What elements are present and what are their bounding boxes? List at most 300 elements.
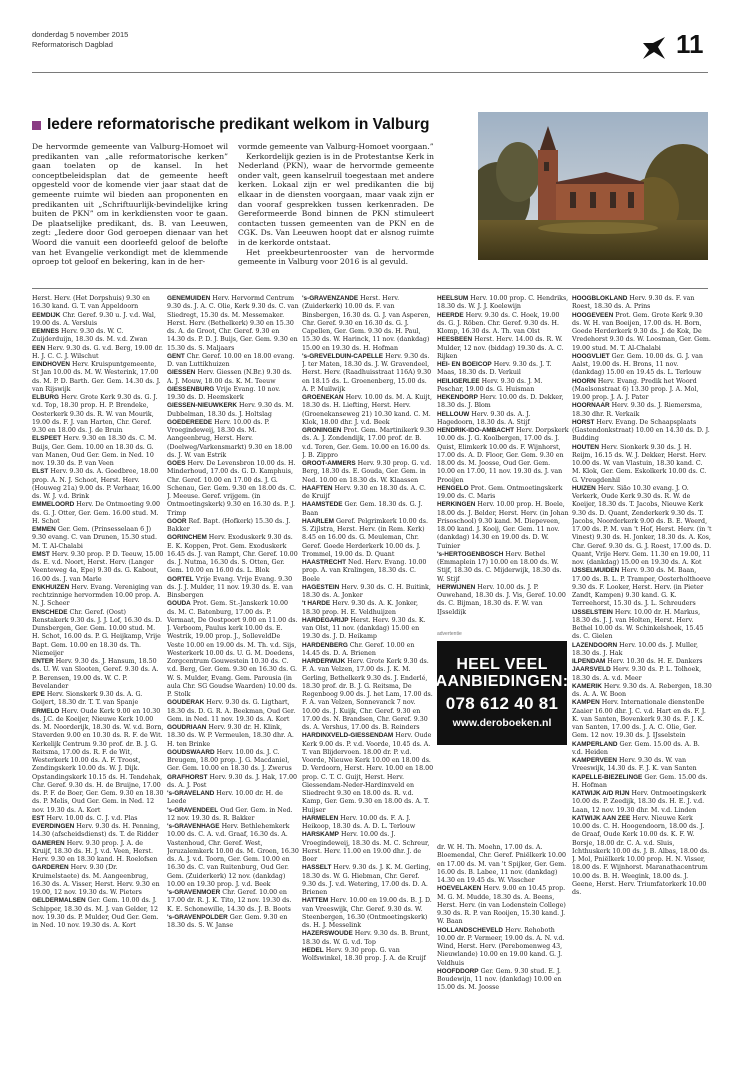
service-place: ENSCHEDE bbox=[32, 608, 68, 616]
service-details: Herv. Ontmoetingskerk 10.00 ds. P. Zeedijk, 18.30 ds. H. E. J. v.d. Laan, 12 nov. 19.30 dhr. M. v.d. Linden bbox=[572, 790, 707, 814]
service-details: Herv. 10.00 ds. D. Dekker, 18.30 ds. J. Blom bbox=[437, 394, 564, 410]
service-details: Herv. 9.30 ds. J. M. Peschar, 19.00 ds. G. Huisman bbox=[437, 377, 543, 393]
service-entry bbox=[437, 312, 569, 337]
service-details: Prot. Gem. Martinikerk 9.30 ds. A. J. Zondendijk, 17.00 prof. dr. B. v.d. Toren, Ger. Gem. 10.00 en 16.00 ds. J. B. Zippro bbox=[302, 427, 434, 459]
service-entry bbox=[32, 897, 164, 930]
service-place: GOUDERAK bbox=[167, 699, 205, 707]
service-details: Herv. 9.30 ds. B. Brunt, 18.30 ds. W. G. v.d. Top bbox=[302, 930, 431, 946]
service-entry bbox=[572, 642, 712, 659]
service-details: Herv. 9.30 ds. C. Hoek, 19.00 ds. G. J. Röben. Chr. Geref. 9.30 ds. H. Klomp, 16.30 ds. A. Th. van Olst bbox=[437, 311, 560, 335]
service-place: HAARLEM bbox=[302, 517, 334, 525]
service-details: Herv. Internationale dienstenDe Zaaier 16.00 dhr. J. C. v.d. Hart en ds. F. J. K. van Santen, Bovenkerk 9.30 ds. F. J. K. van Santen, 17.00 ds. J. A. C. Olie, Ger. Gem. 12 nov. 19.30 ds. J. IJsselstein bbox=[572, 699, 706, 740]
service-entry bbox=[302, 460, 434, 485]
service-details: Herv. 9.30 ds. J. T. Maas, 18.30 ds. D. Verkuil bbox=[437, 361, 552, 377]
service-details: Herv. 9.30 ds. J. Riemersma, 18.30 dhr. R. Verkaik bbox=[572, 402, 703, 418]
service-place: 't HARDE bbox=[302, 600, 331, 608]
service-place: GORTEL bbox=[167, 575, 194, 583]
service-entry bbox=[437, 844, 569, 885]
service-place: KATWIJK AAN ZEE bbox=[572, 814, 631, 822]
headline-block bbox=[32, 114, 429, 136]
service-place: GOEDEREEDE bbox=[167, 418, 213, 426]
service-details: Herv. Hervormd Centrum 9.30 ds. J. A. C. Olie, Kerk 9.30 ds. C. van Sliedregt, 15.30 ds. M. Messemaker. Herst. Herv. (Bethelkerk) 9.30 en 15.30 ds. A. de Groot, Chr. Geref. 9.30 en 14.30 ds. P. D. J. Buijs, Ger. Gem. 9.30 en 15.30 ds. S. Maljaars bbox=[167, 295, 299, 352]
service-entry bbox=[437, 927, 569, 968]
service-details: Herv. 10.00 ds. F. A. J. Heikoop, 18.30 ds. A. D. L. Terlouw bbox=[302, 814, 416, 830]
service-details: Herv. 9.30 ds. J. ter Maten, 18.30 ds. J. W. Gravendeel, Herst. Herv. (Raadhuisstraat 116A) 9.30 en 18.15 ds. L. Groenenberg, 15.00 ds. A. P. Muilwijk bbox=[302, 352, 432, 393]
service-details: Herst. Herv. (Het Dorpshuis) 9.30 en 16.30 kand. G. T. van Appeldoorn bbox=[32, 295, 150, 311]
service-place: ERMELO bbox=[32, 707, 60, 715]
paper-name: Reformatorisch Dagblad bbox=[32, 40, 113, 49]
service-place: LAZENDOORN bbox=[572, 641, 618, 649]
service-details: Herv. 9.30 ds. W. van Vreeswijk, 14.30 ds. F. J. K. van Santen bbox=[572, 757, 697, 773]
service-entry bbox=[32, 691, 164, 708]
service-details: Herv. 9.30 ds. W. C. Zuijderduijn, 18.30 ds. M. v.d. Zwan bbox=[32, 328, 148, 344]
service-details: Vrije Evang. 10 nov. 19.30 ds. D. Heemskerk bbox=[167, 385, 281, 401]
service-details: Chr. Geref. 10.00 en 17.00 dr. R. J. K. Tito, 12 nov. 19.30 ds. K. E. Schonewille, 14.30 ds. J. B. Boots bbox=[167, 889, 292, 913]
service-list-column-4 bbox=[437, 295, 569, 615]
service-details: Prot. Gem. St.-Janskerk 10.00 ds. M. C. Batenburg, 17.00 ds. P. Vermaat, De Oostpoort 9.00 en 11.00 ds. J. Verboom, Paulus kerk 10.00 ds. E. Westrik, 19.00 prop. J., SolleveldDe Veste 10.00 en 19.00 ds. M. Th. v.d. Sijs, Westerkerk 10.00 ds. U. G. M. Doedens, Zorgcentrum Gouwestein 10.30 ds. C. v.d. Berg, Ger. Gem. 9.30 en 16.30 ds. G. W. S. Mulder, Evang. Gem. Parousia (in aula Chr. SG Goudse Waarden) 10.00 ds. P. Stolk bbox=[167, 600, 298, 698]
service-details: Herv. 10.00 ds. P. Vroegindeweij, 18.30 ds. M. Aangeenbrug, Herst. Herv. (Doelweg/Varkensmarkt) 9.30 en 18.00 ds. J. W. van Estrik bbox=[167, 418, 293, 459]
service-entry bbox=[302, 584, 434, 601]
ad-url[interactable]: www.deroboeken.nl bbox=[452, 716, 552, 729]
service-details: Herv. 9.30 ds. G. v.d. Berg, 19.00 dr. H. J. C. C. J. Wilschut bbox=[32, 344, 163, 360]
service-entry bbox=[167, 724, 299, 749]
service-place: HENDRIK-IDO-AMBACHT bbox=[437, 427, 515, 434]
service-details: Herv. 9.30 ds. M. Baan, 17.00 ds. B. L. P. Tramper, Oosterholthoeve 9.30 ds. F. Looker, Herst. Herv. (in Pieter Zandt, Kampen) 9.30 kand. G. K. Terreehorst, 15.30 ds. J. L. Schreuders bbox=[572, 567, 711, 608]
service-entry bbox=[167, 295, 299, 353]
service-place: EVERDINGEN bbox=[32, 823, 75, 830]
service-entry bbox=[167, 518, 299, 535]
service-entry bbox=[302, 501, 434, 518]
service-entry bbox=[32, 526, 164, 551]
service-list-column-3 bbox=[302, 295, 434, 1055]
service-place: 's-GRAVENMOER bbox=[167, 889, 221, 896]
service-place: EMMELOORD bbox=[32, 501, 75, 509]
service-place: HERKINGEN bbox=[437, 501, 476, 509]
service-entry bbox=[32, 551, 164, 584]
service-place: HEELSUM bbox=[437, 295, 469, 302]
page-number: 11 bbox=[676, 29, 704, 59]
service-entry bbox=[572, 609, 712, 642]
service-place: 's-GRAVENZANDE bbox=[302, 295, 359, 302]
advertisement[interactable] bbox=[437, 641, 567, 745]
service-place: 's-GRAVELAND bbox=[167, 790, 215, 797]
service-entry bbox=[167, 419, 299, 460]
service-entry bbox=[167, 774, 299, 791]
service-place: EEMNES bbox=[32, 328, 59, 335]
service-place: HARDERWIJK bbox=[302, 658, 346, 665]
service-place: GOUDRIAAN bbox=[167, 724, 207, 731]
service-details: Ned. Herv. Evang. 10.00 prop. A. van Kralingen, 18.30 ds. C. Boele bbox=[302, 559, 427, 583]
service-details: Herv. 9.30 en 18.30 ds. A. C. de Kruijf bbox=[302, 484, 426, 500]
service-details: Vrije Evang. Vrije Evang. 9.30 ds. J. J. Mulder, 11 nov. 19.30 ds. E. van Binsbergen bbox=[167, 575, 293, 599]
service-place: HOOFDDORP bbox=[437, 967, 479, 975]
service-place: EEN bbox=[32, 344, 46, 352]
service-entry bbox=[437, 378, 569, 395]
service-details: Herv. 9.30 en 18.30 ds. C. M. Buijs, Ger. Gem. 10.00 en 18.30 ds. G. van Manen, Oud Ger. Gem. in Ned. 10 nov. 19.30 ds. P. van Veen bbox=[32, 435, 157, 467]
service-entry bbox=[302, 427, 434, 460]
service-details: Herv. 9.30 ds. P. L. Tolhoek, 18.30 ds. A. v.d. Meer bbox=[572, 666, 702, 682]
service-details: Chr. Geref. 9.30 u. J. v.d. Wal, 19.00 ds. A. Versluis bbox=[32, 311, 156, 327]
section-rule bbox=[32, 288, 708, 289]
service-place: ILPENDAM bbox=[572, 658, 606, 665]
service-details: Herv. Bethlehemkerk 10.00 ds. C. A. v.d. Graaf, 16.30 ds. A. Vastenhoud, Chr. Geref. West, Jeruzalemkerk 10.00 ds. M. Groen, 16.30 ds. A. J. v.d. Toorn, Ger. Gem. 10.00 en 16.30 ds. C. van Ruitenburg, Oud Ger. Gem. (Zuiderkerk) 12 nov. (dankdag) 10.00 en 19.30 prop. J. v.d. Beek bbox=[167, 823, 299, 888]
service-entry bbox=[32, 312, 164, 329]
service-place: HASSELT bbox=[302, 864, 332, 872]
service-entry bbox=[302, 518, 434, 559]
service-entry bbox=[302, 642, 434, 659]
service-entry bbox=[302, 559, 434, 584]
service-place: HOUTEN bbox=[572, 443, 599, 451]
service-details: Chr. Geref. (Oost) Renstakerk 9.30 ds. J. J. Lof, 16.30 ds. D. Dunsbergen, Ger. Gem. 10.00 stud. M. H. Schot, 16.00 ds. P. G. Heijkamp, Vrije Bapt. Gem. 10.00 en 18.30 ds. Th. Niemeijer bbox=[32, 608, 162, 657]
ad-phone: 078 612 40 81 bbox=[445, 693, 559, 713]
service-entry bbox=[572, 699, 712, 740]
service-details: Herv. 9.30 ds. C. H. Buitink, 18.30 ds. A. Jonker bbox=[302, 583, 431, 599]
service-place: 's-HERTOGENBOSCH bbox=[437, 550, 504, 558]
service-place: GOUDSWAARD bbox=[167, 748, 215, 756]
service-entry bbox=[32, 435, 164, 468]
service-entry bbox=[32, 609, 164, 659]
service-entry bbox=[32, 840, 164, 865]
service-place: 's-GRAVENDEEL bbox=[167, 806, 219, 814]
service-details: Herv. 9.30 ds. A. Goedbree, 18.00 prop. A. N. J. Schoot, Herst. Herv. (Houweg 21a) 9.00 ds. P. Verhaar, 16.00 ds. W. J. v.d. Brink bbox=[32, 468, 161, 500]
ad-line-1: HEEL VEEL bbox=[456, 656, 548, 674]
service-details: Herv. 10.00 en 19.00 ds. B. J. D. van Vreeswijk, Chr. Geref. 9.30 ds. W. Steenbergen, 16.30 (Ontmoetingskerk) ds. H. J. Messelink bbox=[302, 897, 432, 929]
service-entry bbox=[167, 914, 299, 931]
service-details: Herst. Herv. 9.30 ds. K. van Olst, 11 nov. (dankdag) 15.00 en 19.30 ds. J. D. Heikamp bbox=[302, 616, 426, 641]
service-details: Ger. Gem. 18.30 ds. G. J. Baan bbox=[302, 501, 423, 517]
service-entry bbox=[437, 394, 569, 411]
service-entry bbox=[302, 732, 434, 815]
headline-bullet-icon bbox=[32, 121, 41, 130]
service-details: Ger. Gem. 15.00 ds. A. B. v.d. Heiden bbox=[572, 740, 700, 756]
service-place: GROOT-AMMERS bbox=[302, 460, 356, 467]
service-place: HAAMSTEDE bbox=[302, 501, 343, 509]
service-place: 's-GRAVENPOLDER bbox=[167, 913, 228, 921]
service-details: Chr. Geref. 10.00 en 18.00 evang. D. van Luttikhuizen bbox=[167, 352, 295, 368]
service-details: Herv. 10.00 ds. J. P. Ouwehand, 18.30 ds. J. Vis, Geref. 10.00 ds. C. Bijman, 18.30 ds. F. W. van IJsseldijk bbox=[437, 583, 566, 615]
service-entry bbox=[437, 501, 569, 551]
service-details: Herv. 9.30 ds. F. van Roest, 18.30 ds. A. Prins bbox=[572, 295, 695, 311]
service-place: ENKHUIZEN bbox=[32, 583, 70, 591]
service-details: dr. W. H. Th. Moehn, 17.00 ds. A. Bloemendal, Chr. Geref. Pniëlkerk 10.00 en 17.00 ds. M. van 't Spijker, Ger. Gem. 16.00 ds. B. Labee, 11 nov. (dankdag) 14.30 en 19.45 ds. W. Visscher bbox=[437, 844, 567, 884]
service-entry bbox=[302, 485, 434, 502]
service-place: GENEMUIDEN bbox=[167, 295, 211, 302]
service-entry bbox=[437, 295, 569, 312]
service-details: Herv. Oude Kerk 9.00 ds. P. v.d. Voorde, 10.45 ds. A. T. van Blijdervoen. 18.00 dr. P. v.d. Voorde, Nieuwe Kerk 10.00 en 18.00 ds. D. Verdoorn, Herst. Herv. 10.00 en 18.00 prop. C. T. C. Guijt, Herst. Herv. Giessendam-Neder-Hardinxveld en Sliedrecht 9.30 en 18.00 ds. R. v.d. Kamp, Ger. Gem. 9.30 en 18.00 ds. A. T. Huijser bbox=[302, 732, 434, 814]
service-details: Herv. Grote Kerk 9.30 ds. F. A. van Velzen, 17.00 ds. J. K. M. Gerling, Bethelkerk 9.30 ds. J. Enderlé, 18.30 prof. dr. B. J. G. Reitsma, De Regenboog 9.00 ds. J. het Lam, 17.00 ds. F. A. van Velzen, Sonnevanck 7 nov. 10.00 ds. J. Kuijk, Chr. Geref. 9.30 en 17.00 ds. N. Brandsen, Chr. Geref. 9.30 ds. A. Vershus, 17.00 ds. B. Reinders bbox=[302, 658, 433, 731]
article-paragraph: vormde gemeente van Valburg-Homoet voorgaan.” bbox=[238, 142, 434, 151]
service-details: Geref. Pelgrimkerk 10.00 ds. S. Zijlstra, Herst. Herv. (in Rem. Kerk) 8.45 en 16.00 ds. G. Meuleman, Chr. Geref. Goede Herderkerk 10.00 ds. J. Trommel, 19.00 ds. D. Quant bbox=[302, 517, 428, 558]
service-entry bbox=[572, 683, 712, 700]
service-entry bbox=[437, 411, 569, 428]
service-entry bbox=[572, 419, 712, 444]
service-details: Herv. Grote Kerk 9.30 ds. G. J. v.d. Top, 18.30 prop. H. P. Brendeke, Oosterkerk 9.30 ds. R. W. van Mourik, 19.00 ds. F. J. van Harten, Chr. Geref. 9.30 en 18.00 ds. J. de Bruin bbox=[32, 394, 158, 434]
service-details: Herv. 10.00 dr. H. de Leede bbox=[167, 790, 283, 806]
service-place: ELST bbox=[32, 468, 49, 476]
service-entry bbox=[572, 567, 712, 608]
service-place: GIESSEN-NIEUWKERK bbox=[167, 402, 237, 410]
service-place: HUIZEN bbox=[572, 484, 596, 492]
service-entry bbox=[437, 361, 569, 378]
service-place: HEI- EN BOEICOP bbox=[437, 361, 492, 368]
service-entry bbox=[572, 378, 712, 403]
service-place: HOOGEVEEN bbox=[572, 311, 614, 319]
service-details: Herv. 9.30 prop. J. A. de Kruijf, 18.30 ds. H. J. v.d. Veen, Herst. Herv. 9.30 en 18.30 kand. H. Roelofsen bbox=[32, 839, 158, 863]
service-details: Herv. Sionskerk 9.30 ds. A. G. Goijert, 18.30 dr. T. T. van Spanje bbox=[32, 691, 143, 707]
service-place: HOOGVLIET bbox=[572, 352, 610, 360]
service-place: IJSSELSTEIN bbox=[572, 608, 613, 616]
service-entry bbox=[32, 501, 164, 526]
service-details: Prot. Gem. Grote Kerk 9.30 ds. W. H. van Boeijen, 17.00 ds. H. Born, Goede Herderkerk 9.30 ds. J. de Kok, De Vredehorst 9.30 ds. W. Loosman, Ger. Gem. 19.00 stud. M. T. Al-Chalabi bbox=[572, 311, 711, 352]
service-details: Herv. 10.00 prop. C. Hendriks, 18.30 ds. W. J. J. Koelewijn bbox=[437, 295, 569, 311]
service-entry bbox=[302, 897, 434, 930]
service-place: HOORN bbox=[572, 377, 596, 385]
service-entry bbox=[572, 666, 712, 683]
service-entry bbox=[437, 885, 569, 926]
article-paragraph: De hervormde gemeente van Valburg-Homoet wil predikanten van „alle reformatorische kerken” gaan toelaten op de kansel. In het conceptbeleidsplan dat de gemeente heeft opgesteld voor de komende vier jaar staat dat de gemeente ruimte wil bieden aan proponenten en predikanten uit „Schriftuurlijk-bevindelijke kring buiten de PKN” om in kerkdiensten voor te gaan. De plaatselijke predikant, ds. B. van Leeuwen, zegt: „Iedere door God geroepen dienaar van het Woord die vanuit een doorleefd geloof de belofte van het Evangelie verkondigt met de klemmende oproep tot geloof en bekering, kan in de her- bbox=[32, 142, 228, 267]
headline: Iedere reformatorische predikant welkom in Valburg bbox=[47, 116, 430, 133]
service-entry bbox=[167, 353, 299, 370]
service-list-column-2 bbox=[167, 295, 299, 1055]
service-place: GOES bbox=[167, 460, 186, 467]
service-place: ELSPEET bbox=[32, 435, 62, 443]
service-details: Herv. 10.00 dr. H. Markus, 18.30 ds. J. J. van Holten, Herst. Herv. Bethel 10.00 ds. W. Schinkelshoek, 15.45 ds. C. Gielen bbox=[572, 608, 704, 641]
service-details: Herv. 9.30 prop. G. van Wolfswinkel, 18.30 prop. J. A. de Kruijf bbox=[302, 946, 426, 962]
service-entry bbox=[572, 444, 712, 485]
service-entry bbox=[572, 312, 712, 353]
service-entry bbox=[572, 741, 712, 758]
service-entry bbox=[302, 617, 434, 642]
service-details: Oud Ger. Gem. in Ned. 12 nov. 19.30 ds. R. Bakker bbox=[167, 806, 293, 822]
service-details: Herv. 9.30 ds. M. Dubbelman, 18.30 ds. J. Holtslag bbox=[167, 402, 294, 418]
service-place: HEILIGERLEE bbox=[437, 377, 480, 385]
service-list-column-4-continued bbox=[437, 844, 569, 1054]
top-rule bbox=[32, 72, 708, 73]
service-details: Ger. Gem. (Prinsesselaan 6 J) 9.30 evang. C. van Drunen, 15.30 stud. M. T. Al-Chalabi bbox=[32, 526, 157, 550]
service-place: HARSKAMP bbox=[302, 831, 339, 839]
service-entry bbox=[437, 336, 569, 361]
service-details: Ger. Gem. 10.00 ds. J. Schipper, 18.30 ds. M. J. van Gelder, 12 nov. 19.30 ds. P. Mulder, Oud Ger. Gem. in Ned. 10 nov. 19.30 ds. A. Kort bbox=[32, 897, 159, 929]
service-place: ENTER bbox=[32, 658, 54, 665]
service-details: Herv. 10.00 ds. J. Vroegindeweij, 18.30 ds. M. C. Schreur, Herst. Herv. 11.00 en 19.00 dhr. J. de Boer bbox=[302, 831, 430, 863]
service-place: GOOR bbox=[167, 517, 187, 525]
service-entry bbox=[167, 699, 299, 724]
service-entry bbox=[167, 402, 299, 419]
service-place: KAMPEN bbox=[572, 699, 600, 707]
service-details: Herv. 9.30 ds. G. Ligthart, 18.30 ds. D. G. R. A. Beekman, Oud Ger. Gem. in Ned. 11 nov. 19.30 ds. A. Kort bbox=[167, 699, 296, 723]
service-details: Herv. 9.30 ds. A. J. Hagedoorn, 18.30 ds. A. Stijf bbox=[437, 410, 531, 426]
service-entry bbox=[437, 968, 569, 993]
service-entry bbox=[167, 807, 299, 824]
service-place: EINDHOVEN bbox=[32, 361, 70, 368]
service-entry bbox=[167, 790, 299, 807]
service-entry bbox=[167, 386, 299, 403]
service-entry bbox=[167, 576, 299, 601]
service-place: GENT bbox=[167, 352, 185, 360]
service-entry bbox=[572, 485, 712, 568]
service-entry bbox=[32, 823, 164, 840]
service-entry bbox=[302, 600, 434, 617]
service-place: HARDINXVELD-GIESSENDAM bbox=[302, 732, 394, 740]
service-entry bbox=[437, 584, 569, 615]
service-entry bbox=[32, 394, 164, 435]
service-details: Herv. 9.30 prop. P. D. Teeuw, 15.00 ds. E. v.d. Noort, Herst. Herv. (Langer Veenteweg 4a, Epe) 9.30 ds. G. Kabout, 16.00 ds. J. van Marle bbox=[32, 550, 164, 583]
service-place: HAZERSWOUDE bbox=[302, 930, 353, 938]
service-entry bbox=[32, 584, 164, 609]
service-place: GRAFHORST bbox=[167, 773, 208, 781]
ad-label: advertentie bbox=[437, 631, 462, 637]
service-place: GIESSEN bbox=[167, 369, 196, 377]
service-entry bbox=[302, 864, 434, 897]
article-column-2 bbox=[238, 142, 434, 267]
service-details: Herv. 9.30 dr. H. Klink, 18.30 ds. W. P. Vermeulen, 18.30 dhr. A. H. ten Brinke bbox=[167, 724, 294, 748]
service-entry bbox=[572, 774, 712, 791]
service-place: KAMPERLAND bbox=[572, 740, 618, 748]
service-place: HARDEGARIJP bbox=[302, 616, 349, 624]
service-entry bbox=[572, 757, 712, 774]
service-place: HATTEM bbox=[302, 897, 329, 905]
service-place: GORINCHEM bbox=[167, 534, 207, 542]
masthead bbox=[32, 30, 128, 50]
service-details: Herv. 9.30 ds. H. Penning, 14.30 (afscheidsdienst) ds. T. de Ridder bbox=[32, 823, 160, 839]
service-entry bbox=[437, 485, 569, 502]
service-details: Ref. Bapt. (Hofkerk) 15.30 ds. J. Bakker bbox=[167, 517, 291, 533]
service-details: Herv. 9.30 ds. J. Hansum, 18.50 ds. U. W. van Slooten, Geref. 9.30 ds. A. P. Berensen, 19.00 ds. W. C. P. Bevelander bbox=[32, 658, 159, 690]
service-place: JAARSVELD bbox=[572, 666, 611, 674]
service-place: HOLLANDSCHEVELD bbox=[437, 926, 504, 934]
service-place: HOEVELAKEN bbox=[437, 885, 482, 893]
service-place: EMMEN bbox=[32, 526, 56, 533]
service-details: Prot. Gem. Ontmoetingskerk 19.00 ds. C. Maris bbox=[437, 484, 563, 500]
service-entry bbox=[167, 600, 299, 699]
service-entry bbox=[167, 889, 299, 914]
article-paragraph: Het preekbeurtenrooster van de hervormde gemeente in Valburg voor 2016 is al gevuld. bbox=[238, 247, 434, 267]
service-entry bbox=[302, 353, 434, 394]
service-place: GROENEKAN bbox=[302, 394, 344, 401]
service-details: Herv. Evang. Predik het Woord (Maelsonstraat 6) 13.30 prop. J. A. Mol, 19.00 prop. J. A. J. Pater bbox=[572, 377, 699, 401]
service-entry bbox=[302, 295, 434, 353]
service-place: HELLOUW bbox=[437, 410, 470, 418]
service-place: GIESSENBURG bbox=[167, 385, 215, 393]
issue-date: donderdag 5 november 2015 bbox=[32, 30, 129, 39]
service-place: KATWIJK A/D RIJN bbox=[572, 790, 630, 797]
service-place: HOORNAAR bbox=[572, 402, 610, 410]
service-details: Herv. 9.30 prop. G. v.d. Berg, 18.30 ds. E. Gouda, Ger. Gem. in Ned. 10.00 en 18.30 ds. W. Klaassen bbox=[302, 460, 432, 484]
rd-logo-icon bbox=[640, 34, 668, 62]
service-entry bbox=[302, 930, 434, 947]
service-details: Herv. Rehoboth 10.00 dr. P. Vermeer, 19.00 ds. A. N. v.d. Wind, Herst. Herv. (Perebomenweg 43, Nieuwlande) 10.00 en 19.00 kand. G. J. Veldhuis bbox=[437, 926, 565, 967]
service-place: GOUDA bbox=[167, 600, 191, 608]
service-details: Herv. 9.30 ds. A. Rebergen, 18.30 ds. A. A. W. Boon bbox=[572, 682, 712, 698]
service-details: Herst. Herv. (Zuiderkerk) 10.00 ds. F. van Binsbergen, 16.30 ds. G. J. van Asperen, Chr. Geref. 9.30 en 16.30 ds. G. J. Capellen, Ger. Gem. 9.30 ds. H. Paul, 15.30 ds. W. Harinck, 11 nov. (dankdag) 15.00 en 19.30 ds. H. Hofman bbox=[302, 295, 431, 352]
service-entry bbox=[32, 295, 164, 312]
service-entry bbox=[302, 815, 434, 832]
service-details: Herv. Sião 10.30 evang. J. O. Verkerk, Oude Kerk 9.30 ds. R. W. de Koeijer, 18.30 ds. T. Jacobs, Nieuwe Kerk 9.30 ds. D. Quant, Zenderkerk 9.30 ds. T. Jacobs, Noorderkerk 9.00 ds. B. E. Weerd, 17.00 ds. P. M. van 't Hof, Herst. Herv. (in 't Vinest) 9.30 ds. H. Jonker, 18.30 ds. A. Kos, Chr. Geref. 9.30 ds. G. J. Roest, 17.00 ds. D. Quant, Vrije Herv. Gem. 11.30 en 19.00, 11 nov. (dankdag) 15.00 en 19.30 ds. A. Kot bbox=[572, 484, 712, 566]
service-entry bbox=[32, 328, 164, 345]
article-paragraph: Kerkordelijk gezien is in de Protestantse Kerk in Nederland (PKN), waar de hervormde gemeente onder valt, geen kanselruil toegestaan met andere kerken. Lokaal zijn er wel predikanten die bij elkaar in de diensten voorgaan, maar vaak zijn er dan vooraf gesprekken tussen kerkenraden. De Gereformeerde Bond binnen de PKN stimuleert contacten tussen gemeenten van de PKN en de CGK. Ds. Van Leeuwen hoopt dat er alsnog ruimte in de kerkorde ontstaat. bbox=[238, 151, 434, 247]
service-details: Chr. Geref. 10.00 en 14.45 ds. D. A. Brienen bbox=[302, 641, 415, 657]
service-details: Herv. Giessen (N.Br.) 9.30 ds. A. J. Mouw, 18.00 ds. K. M. Teeuw bbox=[167, 369, 292, 385]
service-entry bbox=[437, 551, 569, 584]
service-entry bbox=[32, 345, 164, 362]
service-place: HEESBEEN bbox=[437, 336, 473, 344]
service-entry bbox=[572, 815, 712, 898]
church-photo bbox=[478, 112, 708, 260]
service-entry bbox=[32, 864, 164, 897]
service-entry bbox=[32, 468, 164, 501]
service-details: Herv. 9.00 en 10.45 prop. M. G. M. Mudde, 18.30 ds. A. Beens, Herst. Herv. (in van Lodenstein College) 9.30 ds. R. P. van Rooijen, 15.30 kand. J. W. Baan bbox=[437, 885, 566, 926]
service-place: HAGESTEIN bbox=[302, 583, 340, 591]
service-details: Herv. Oude Kerk 9.00 en 10.30 ds. J.C. de Koeijer, Nieuwe Kerk 10.00 ds. M. Noorderijk, 18.30 ds. W. v.d. Born, Staverden 9.00 en 10.30 ds. R. F. de Wit. Kerkelijk Centrum 9.30 prof. dr. B. J. G. Reitsma, 17.00 ds. R. F. de Wit, Westerkerk 10.00 ds. A. F. Troost, Zendingskerk 10.00 ds. W. J. Dijk. Opstandingskerk 10.15 ds. H. Tendehak, Chr. Geref. 9.30 ds. H. de Bruijne, 17.00 ds. P. F. de Boer, Ger. Gem. 9.30 en 18.30 ds. P. Melis, Oud Ger. Gem. in Ned. 12 nov. 19.30 ds. A. Kort bbox=[32, 707, 164, 814]
service-place: HEKENDORP bbox=[437, 394, 478, 401]
service-details: Herv. Kruispuntgemeente, St Jan 10.00 ds. M. W. Westerink, 17.00 ds. M. P. D. Barth. Ger. Gem. 14.30 ds. J. van Rijswijk bbox=[32, 361, 161, 393]
service-place: HENGELO bbox=[437, 484, 469, 492]
service-details: Ger. Gem. 15.00 ds. H. Hofman bbox=[572, 773, 708, 789]
service-place: HARDENBERG bbox=[302, 641, 348, 649]
service-place: KAPELLE-BIEZELINGE bbox=[572, 773, 643, 781]
service-details: Herv. 10.30 ds. H. E. Dankers bbox=[607, 658, 703, 665]
service-entry bbox=[302, 394, 434, 427]
service-details: Ger. Gem. 9.30 en 18.30 ds. S. W. Janse bbox=[167, 913, 288, 929]
service-entry bbox=[572, 790, 712, 815]
service-place: GRONINGEN bbox=[302, 427, 342, 434]
service-place: EMST bbox=[32, 550, 50, 558]
service-details: Herv. De Levensbron 10.00 ds. H. Minderhoud, 17.00 ds. G. D. Kamphuis, Chr. Geref. 10.00 en 17.00 ds. J. G. Schenau, Ger. Gem. 9.30 en 18.00 ds. C. J. Meeuse. Geref. vrijgem. (in Ontmoetingskerk) 9.30 en 16.30 ds. P. J. Trimp bbox=[167, 460, 296, 517]
service-entry bbox=[572, 658, 712, 666]
service-details: Ger. Gem. 10.00 ds. G. J. van Aalst, 19.00 ds. H. Brons, 11 nov. (dankdag) 15.00 en 19.45 ds. L. Terlouw bbox=[572, 352, 703, 377]
service-place: EEMDIJK bbox=[32, 311, 61, 319]
service-details: Herv. 9.30 ds. J. Hak, 17.00 ds. A. J. Post bbox=[167, 773, 297, 789]
service-entry bbox=[167, 460, 299, 518]
service-place: KAMERIK bbox=[572, 682, 602, 690]
service-details: Herv. 10.00 ds. J. C. Breugem, 18.00 prop. J. G. Macdaniel, Ger. Gem. 10.00 en 18.30 ds. J. Zwerus bbox=[167, 748, 292, 773]
service-details: Herst. Herv. 14.00 ds. R. W. Mulder, 12 nov. (biddag) 19.30 ds. A. C. Rijken bbox=[437, 336, 564, 360]
service-place: IJSSELMUIDEN bbox=[572, 567, 620, 575]
service-place: HARMELEN bbox=[302, 814, 339, 822]
service-entry bbox=[302, 947, 434, 964]
service-entry bbox=[167, 534, 299, 575]
service-place: EST bbox=[32, 814, 45, 822]
service-place: HEDEL bbox=[302, 946, 324, 954]
service-place: HAAFTEN bbox=[302, 484, 333, 492]
service-place: HERWIJNEN bbox=[437, 583, 476, 591]
service-list-column-5 bbox=[572, 295, 712, 1055]
service-entry bbox=[167, 369, 299, 386]
ad-line-2: AANBIEDINGEN: bbox=[435, 673, 569, 691]
service-entry bbox=[302, 658, 434, 732]
service-place: HORST bbox=[572, 418, 595, 426]
article-column-1 bbox=[32, 142, 228, 267]
service-details: Herv. Nieuwe Kerk 10.00 ds. C. H. Hoogendoorn, 18.00 ds. J. de Graaf, Oude Kerk 10.00 ds. K. F. W. Borsje, 18.00 dr. C. A. v.d. Sluis, Ichthuskerk 10.00 ds. J. B. Albas, 18.00 ds. J. Mol, Pniëlkerk 10.00 prop. H. N. Visser, 18.00 ds. F. Wijnhorst. Maranathacentrum 10.00 ds. B. H. Weegink, 18.00 ds. J. Geene, Herst. Herv. Triumfatorkerk 10.00 ds. bbox=[572, 814, 710, 896]
service-details: Herv. 9.30 ds. J. K. M. Gerling, 18.30 ds. W. G. Hiebman, Chr. Geref. 9.30 ds. J. v.d. Wetering, 17.00 ds. D. A. Brienen bbox=[302, 864, 431, 896]
service-place: 's-GREVELDUIN-CAPELLE bbox=[302, 352, 384, 360]
service-entry bbox=[32, 708, 164, 815]
service-entry bbox=[572, 295, 712, 312]
service-entry bbox=[32, 658, 164, 691]
service-details: Herv. 10.00 ds. J. Muller, 18.30 ds. J. Hak bbox=[572, 641, 699, 657]
service-details: Herv. 10.00 prop. H. Boele, 18.00 ds. J. Belder, Herst. Herv. (in Johan Frisoschool) 9.30 kand. M. Diepeveen, 18.00 kand. J. Kooij, Ger. Gem. 11 nov. (dankdag) 14.30 en 19.00 ds. D. W. Tuinier bbox=[437, 501, 569, 550]
service-details: Herv. 9.30 ds. A. K. Jonker, 18.30 prop. H. E. Veldhuijzen bbox=[302, 600, 418, 616]
service-entry bbox=[32, 361, 164, 394]
service-entry bbox=[167, 749, 299, 774]
service-place: HOOGBLOKLAND bbox=[572, 295, 628, 302]
service-details: Herv. Bethel (Emmaplein 17) 10.00 en 18.00 ds. W. Stijf, 18.30 ds. C. Mijderwijk, 18.30 ds. W. Stijf bbox=[437, 550, 562, 583]
service-entry bbox=[167, 823, 299, 889]
service-place: HEERDE bbox=[437, 311, 464, 319]
service-details: Herv. 10.00 ds. M. A. Kuijt, 18.30 ds. H. Liefting, Herst. Herv. (Groenekanseweg 21) 10.30 kand. C. M. Klok, 18.00 dhr. J. v.d. Beek bbox=[302, 394, 433, 426]
service-place: KAMPERVEEN bbox=[572, 757, 617, 764]
service-place: ELBURG bbox=[32, 394, 59, 401]
